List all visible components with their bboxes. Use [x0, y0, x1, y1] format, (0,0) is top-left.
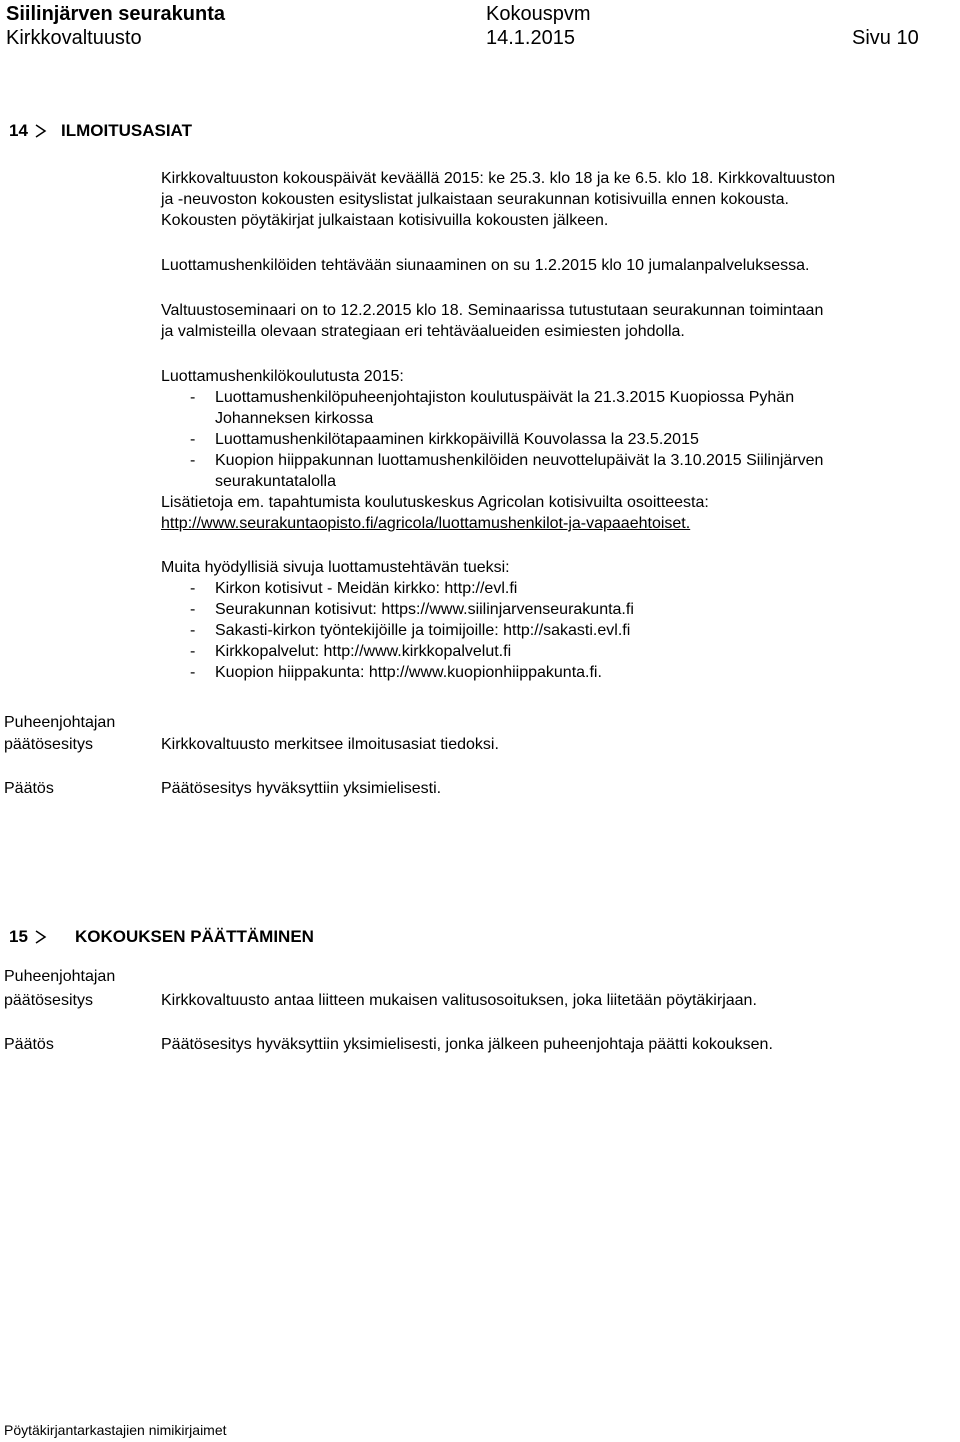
bullet-dash: - — [190, 431, 196, 448]
proposal-label: päätösesitys — [4, 736, 93, 753]
training-title: Luottamushenkilökoulutusta 2015: — [161, 368, 404, 385]
training-item: Luottamushenkilöpuheenjohtajiston koulutuspäivät la 21.3.2015 Kuopiossa Pyhän — [215, 389, 795, 406]
training-item: Kuopion hiippakunnan luottamushenkilöiden neuvottelupäivät la 3.10.2015 Siilinjärven — [215, 452, 824, 469]
proposal-label: päätösesitys — [4, 992, 93, 1009]
bullet-dash: - — [190, 643, 196, 660]
paragraph-line: Kirkkovaltuuston kokouspäivät keväällä 2015: ke 25.3. klo 18 ja ke 6.5. klo 18. Kirkkovaltuuston — [161, 170, 836, 187]
decision-label: Päätös — [4, 780, 54, 797]
page-number: Sivu 10 — [852, 27, 919, 49]
signatures-footer: Pöytäkirjantarkastajien nimikirjaimet — [4, 1422, 227, 1438]
bullet-dash: - — [190, 601, 196, 618]
proposal-text: Kirkkovaltuusto antaa liitteen mukaisen valitusosoituksen, joka liitetään pöytäkirjaan. — [161, 992, 757, 1009]
paragraph-line: ja -neuvoston kokousten esityslistat julkaistaan seurakunnan kotisivuilla ennen kokousta. — [161, 191, 789, 208]
training-item: seurakuntatalolla — [215, 473, 336, 490]
section-15-title: KOKOUKSEN PÄÄTTÄMINEN — [75, 927, 314, 946]
proposal-text: Kirkkovaltuusto merkitsee ilmoitusasiat tiedoksi. — [161, 736, 499, 753]
meeting-date: 14.1.2015 — [486, 27, 575, 49]
useful-item: Kirkon kotisivut - Meidän kirkko: http://evl.fi — [215, 580, 518, 597]
section-14-number: 14 — [9, 121, 28, 140]
training-item: Johanneksen kirkossa — [215, 410, 374, 427]
proposal-label: Puheenjohtajan — [4, 968, 116, 985]
useful-item: Seurakunnan kotisivut: https://www.siilinjarvenseurakunta.fi — [215, 601, 634, 618]
decision-text: Päätösesitys hyväksyttiin yksimielisesti. — [161, 780, 442, 797]
useful-item: Kuopion hiippakunta: http://www.kuopionhiippakunta.fi. — [215, 664, 602, 681]
training-item: Luottamushenkilötapaaminen kirkkopäivillä Kouvolassa la 23.5.2015 — [215, 431, 699, 448]
useful-item: Kirkkopalvelut: http://www.kirkkopalvelut.fi — [215, 643, 512, 660]
decision-text: Päätösesitys hyväksyttiin yksimielisesti, jonka jälkeen puheenjohtaja päätti kokouksen. — [161, 1036, 773, 1053]
paragraph-line: Valtuustoseminaari on to 12.2.2015 klo 18. Seminaarissa tutustutaan seurakunnan toimintaan — [161, 302, 824, 319]
paragraph-line: Luottamushenkilöiden tehtävään siunaaminen on su 1.2.2015 klo 10 jumalanpalveluksessa. — [161, 257, 810, 274]
tab-arrow-icon — [35, 124, 47, 138]
proposal-label: Puheenjohtajan — [4, 714, 116, 731]
bullet-dash: - — [190, 580, 196, 597]
useful-pages-title: Muita hyödyllisiä sivuja luottamustehtävän tueksi: — [161, 559, 510, 576]
body-name: Kirkkovaltuusto — [6, 27, 142, 49]
tab-arrow-icon — [35, 930, 47, 944]
bullet-dash: - — [190, 622, 196, 639]
section-15-number: 15 — [9, 927, 28, 946]
meeting-date-label: Kokouspvm — [486, 3, 591, 25]
bullet-dash: - — [190, 389, 196, 406]
agricola-link[interactable]: http://www.seurakuntaopisto.fi/agricola/luottamushenkilot-ja-vapaaehtoiset. — [161, 515, 691, 532]
bullet-dash: - — [190, 664, 196, 681]
paragraph-line: ja valmisteilla olevaan strategiaan eri tehtäväalueiden esimiesten johdolla. — [161, 323, 685, 340]
decision-label: Päätös — [4, 1036, 54, 1053]
useful-item: Sakasti-kirkon työntekijöille ja toimijoille: http://sakasti.evl.fi — [215, 622, 631, 639]
bullet-dash: - — [190, 452, 196, 469]
more-info-text: Lisätietoja em. tapahtumista koulutuskeskus Agricolan kotisivuilta osoitteesta: — [161, 494, 709, 511]
paragraph-line: Kokousten pöytäkirjat julkaistaan kotisivuilla kokousten jälkeen. — [161, 212, 609, 229]
section-14-title: ILMOITUSASIAT — [61, 121, 192, 140]
organization-name: Siilinjärven seurakunta — [6, 3, 225, 25]
